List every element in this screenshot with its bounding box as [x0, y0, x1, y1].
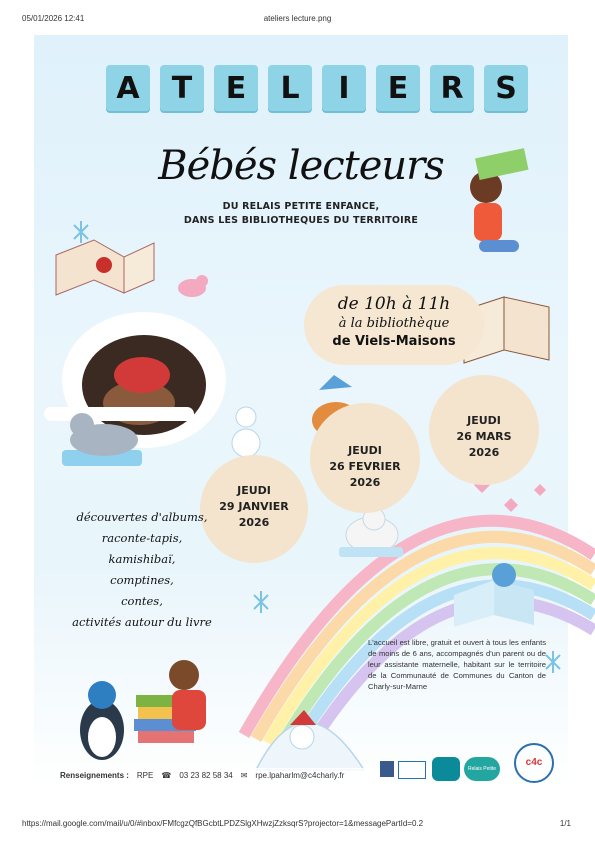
contact-service: RPE [136, 770, 154, 780]
caf-logo [398, 761, 426, 779]
print-filename: ateliers lecture.png [263, 14, 332, 23]
date-date: 29 JANVIER [219, 500, 289, 513]
title-tile: L [268, 65, 312, 111]
title-tile: E [376, 65, 420, 111]
contact-label: Renseignements : [60, 770, 129, 780]
girl-reading-illustration [134, 660, 206, 743]
date-day: JEUDI [467, 414, 501, 427]
ministry-logo [380, 761, 394, 777]
title-tile: E [214, 65, 258, 111]
activity-item: contes, [121, 594, 163, 608]
c4c-logo: c4c [514, 743, 554, 783]
activity-item: découvertes d'albums, [76, 510, 208, 524]
date-year: 2026 [468, 446, 500, 459]
date-block-3 [429, 413, 539, 461]
poster-subtitle: Bébés lecteurs [158, 143, 444, 189]
activity-item: comptines, [110, 573, 174, 587]
title-tile: I [322, 65, 366, 111]
time-place-block [304, 293, 484, 351]
print-page: 1/1 [559, 819, 571, 828]
poster [34, 35, 568, 796]
date-date: 26 MARS [456, 430, 512, 443]
date-date: 26 FEVRIER [329, 460, 401, 473]
print-url: https://mail.google.com/mail/u/0/#inbox/FMfcgzQfBGcbtLPDZSlgXHwzjZzksqrS?projector=1&messagePartId=0.2 [22, 819, 424, 828]
title-tile: A [106, 65, 150, 111]
info-text: L'accueil est libre, gratuit et ouvert à tous les enfants de moins de 6 ans, accompagnés d'un parent ou de leur assistante maternelle, habitant sur le territoire de la Communauté de Communes du Canton de Charly-sur-Marne [368, 638, 546, 691]
print-datetime: 05/01/2026 12:41 [22, 14, 85, 23]
place-name: de Viels-Maisons [332, 334, 456, 349]
activity-item: raconte-tapis, [101, 531, 183, 545]
contact-bar [54, 768, 374, 782]
title-tile: T [160, 65, 204, 111]
relais-logo: Relais Petite Enfance [464, 757, 500, 781]
snowman-illustration [232, 407, 260, 457]
activities-list [62, 507, 222, 633]
date-block-2 [310, 443, 420, 491]
date-day: JEUDI [237, 484, 271, 497]
activity-item: kamishibaï, [108, 552, 176, 566]
title-tiles [106, 65, 528, 111]
book-illustration-left [56, 240, 154, 295]
title-tile: R [430, 65, 474, 111]
org-line-1: DU RELAIS PETITE ENFANCE, [222, 201, 380, 212]
contact-email: rpe.lpaharlm@c4charly.fr [255, 770, 345, 780]
date-day: JEUDI [348, 444, 382, 457]
time-text: de 10h à 11h [337, 294, 451, 314]
phone-icon: ☎ [161, 770, 172, 780]
bird-illustration [178, 275, 208, 297]
date-year: 2026 [238, 516, 270, 529]
penguin-illustration [80, 681, 124, 760]
place-prefix: à la bibliothèque [338, 316, 450, 331]
email-icon: ✉ [240, 770, 248, 780]
activity-item: activités autour du livre [72, 615, 212, 629]
title-tile: S [484, 65, 528, 111]
polar-bear-illustration [339, 508, 403, 557]
date-year: 2026 [349, 476, 381, 489]
msa-logo [432, 757, 460, 781]
org-line-2: DANS LES BIBLIOTHEQUES DU TERRITOIRE [183, 215, 419, 226]
contact-phone: 03 23 82 58 34 [179, 770, 233, 780]
